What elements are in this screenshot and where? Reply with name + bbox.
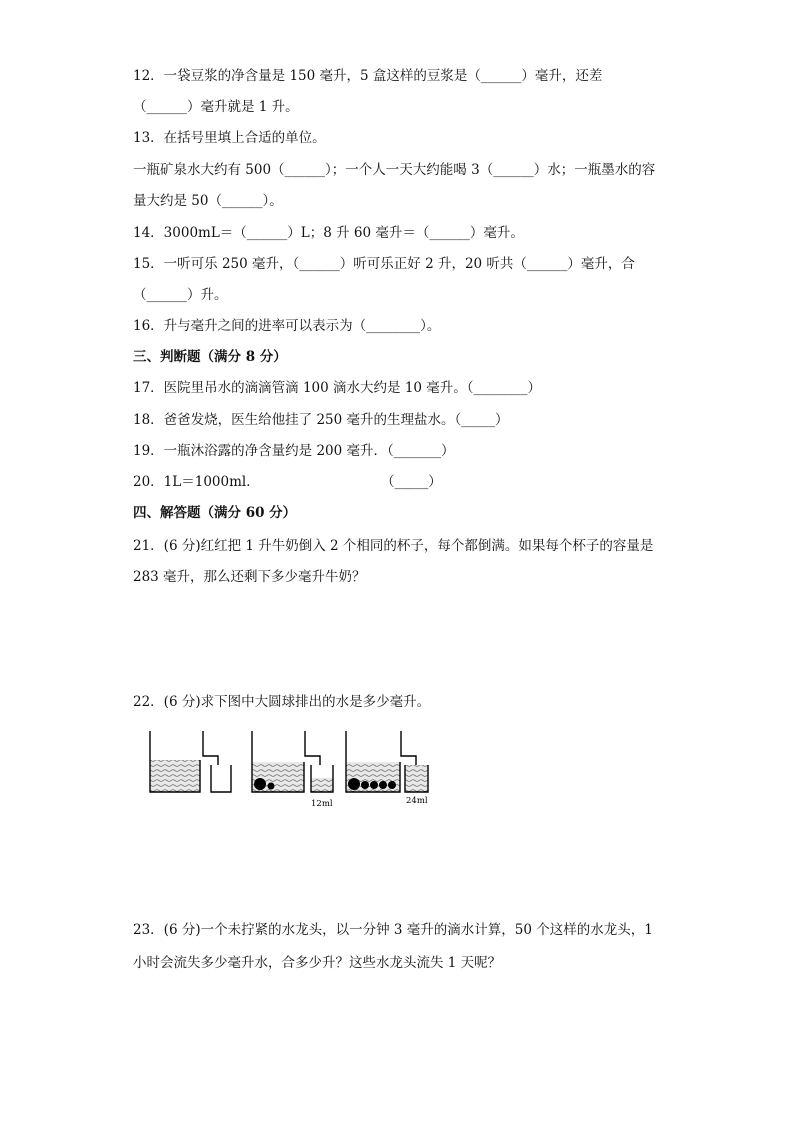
section-true-false: 三、判断题（满分 8 分） (133, 349, 287, 365)
container-3 (346, 731, 428, 806)
line-12a: 12．一袋豆浆的净含量是 150 毫升，5 盒这样的豆浆是（______）毫升，还差 (133, 68, 603, 84)
line-13c: 量大约是 50（______）。 (133, 193, 283, 209)
line-21b: 283 毫升，那么还剩下多少毫升牛奶？ (133, 569, 366, 585)
ball-small (388, 781, 396, 789)
section-answers: 四、解答题（满分 60 分） (133, 505, 297, 521)
line-13b: 一瓶矿泉水大约有 500（______）；一个人一天大约能喝 3（______）水；一瓶墨水的容 (133, 162, 656, 178)
ball-small (370, 781, 378, 789)
line-22: 22．(6 分)求下图中大圆球排出的水是多少毫升。 (133, 694, 431, 710)
line-19: 19．一瓶沐浴露的净含量约是 200 毫升．（_______） (133, 443, 455, 459)
figure-label-2: 24ml (406, 796, 428, 806)
container-2 (252, 731, 333, 809)
line-23a: 23．(6 分)一个未拧紧的水龙头，以一分钟 3 毫升的滴水计算，50 个这样的水龙头，1 (133, 922, 653, 938)
line-21a: 21．(6 分)红红把 1 升牛奶倒入 2 个相同的杯子，每个都倒满。如果每个杯子的容量是 (133, 538, 654, 554)
figure-label-1: 12ml (311, 799, 333, 809)
ball-small (268, 783, 275, 790)
line-14: 14．3000mL＝（______）L；8 升 60 毫升＝（______）毫升。 (133, 225, 524, 241)
line-18: 18．爸爸发烧，医生给他挂了 250 毫升的生理盐水。（_____） (133, 412, 509, 428)
ball-large (254, 778, 266, 790)
container-1 (150, 731, 231, 792)
ball-small (379, 781, 387, 789)
line-13a: 13．在括号里填上合适的单位。 (133, 130, 326, 146)
line-15b: （______）升。 (133, 287, 228, 303)
line-23b: 小时会流失多少毫升水，合多少升？这些水龙头流失 1 天呢？ (133, 955, 502, 971)
line-15a: 15．一听可乐 250 毫升，（______）听可乐正好 2 升，20 听共（______）毫升，合 (133, 256, 635, 272)
line-16: 16．升与毫升之间的进率可以表示为（________）。 (133, 318, 441, 334)
line-20-blank: （_____） (381, 474, 442, 490)
line-12b: （______）毫升就是 1 升。 (133, 99, 299, 115)
line-20: 20．1L＝1000ml． (133, 474, 260, 490)
ball-small (361, 781, 369, 789)
ball-large (348, 778, 360, 790)
line-17: 17．医院里吊水的滴滴管滴 100 滴水大约是 10 毫升。（________） (133, 380, 542, 396)
overflow-figure (147, 728, 437, 812)
